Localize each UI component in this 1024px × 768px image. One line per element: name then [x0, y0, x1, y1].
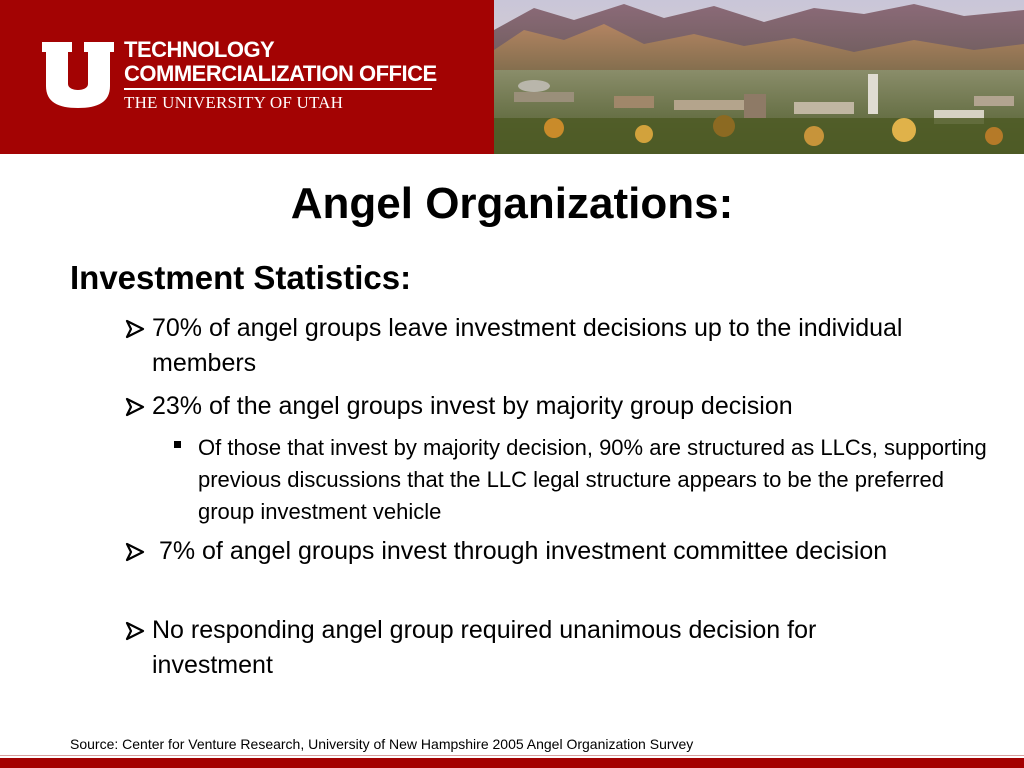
brand-line-1: TECHNOLOGY — [124, 37, 275, 62]
block-u-logo — [40, 40, 116, 110]
slide-title: Angel Organizations: — [290, 179, 734, 228]
logo-block — [0, 0, 494, 154]
brand-line-2: COMMERCIALIZATION OFFICE — [124, 61, 437, 86]
source-citation: Source: Center for Venture Research, University of New Hampshire 2005 Angel Organization Survey — [70, 736, 694, 752]
brand-line-3: THE UNIVERSITY OF UTAH — [124, 93, 344, 112]
office-brand — [124, 38, 437, 113]
arrow-bullet-icon — [124, 396, 146, 418]
brand-divider — [124, 88, 432, 90]
arrow-bullet-icon — [124, 620, 146, 642]
arrow-bullet-icon — [124, 318, 146, 340]
bullet-item: 23% of the angel groups invest by majority group decision — [152, 392, 793, 420]
sub-bullet-item: Of those that invest by majority decision, 90% are structured as LLCs, supporting previous discussions that the LLC legal structure appears to be the preferred group investment vehicle — [198, 435, 987, 524]
bullet-item: 70% of angel groups leave investment decisions up to the individual members — [152, 314, 903, 377]
footer-divider — [0, 755, 1024, 756]
bullet-item: 7% of angel groups invest through investment committee decision — [152, 537, 888, 565]
square-bullet-icon — [174, 441, 181, 448]
footer-bar — [0, 758, 1024, 768]
campus-photo — [494, 0, 1024, 154]
section-heading: Investment Statistics: — [70, 259, 412, 296]
bullet-item: No responding angel group required unanimous decision for investment — [152, 616, 817, 679]
arrow-bullet-icon — [124, 541, 146, 563]
header-banner — [0, 0, 1024, 154]
